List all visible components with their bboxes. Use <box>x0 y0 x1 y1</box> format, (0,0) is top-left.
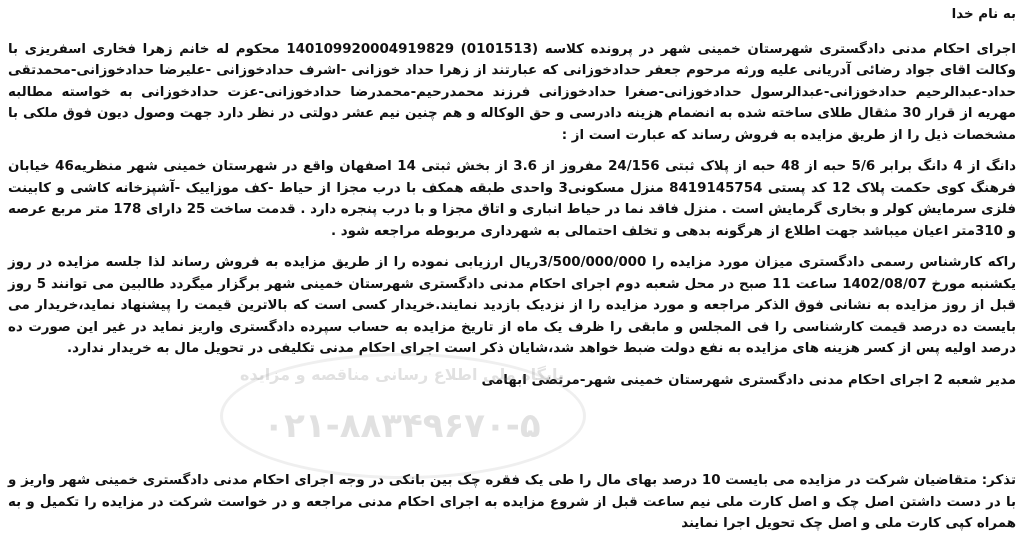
signature-line: مدیر شعبه 2 اجرای احکام مدنی دادگستری شهرستان خمینی شهر-مرتضی ابهامی <box>481 372 1016 388</box>
document-heading: به نام خدا <box>951 7 1016 22</box>
case-paragraph: اجرای احکام مدنی دادگستری شهرستان خمینی شهر در پرونده کلاسه (0101513) 140109920004919829 محکوم له خانم زهرا فخاری اسفریزی با وکالت اقای جواد رضائی آدریانی علیه ورثه مرحوم جعفر حدادخوزانی که عبارتند از زهرا حداد خوزانی -اشرف حدادخوزانی -علیرضا حدادخوزانی-محمدتقی حداد-عبدالرحیم حدادخوزانی-عبدالرسول حدادخوزانی-صغرا حدادخوزانی فرزند محمدرحیم-محمدرضا حدادخوزانی-عزت حدادخوزانی به خواسته مطالبه مهریه از قرار 30 مثقال طلای ساخته شده به انضمام هزینه دادرسی و حق الوکاله و هم چنین نیم عشر دولتی در نظر دارد جهت وصول دیون فوق ملکی با مشخصات ذیل را از طریق مزایده به فروش رساند که عبارت است از : <box>8 41 1016 143</box>
watermark-name: پایگاه ملی اطلاع رسانی مناقصه و مزایده <box>240 365 564 384</box>
auction-terms: راکه کارشناس رسمی دادگستری میزان مورد مزایده را 3/500/000/000ریال ارزیابی نموده را از طریق مزایده به فروش رساند لذا جلسه مزایده در روز یکشنبه مورخ 1402/08/07 ساعت 11 صبح در محل شعبه دوم اجرای احکام مدنی دادگستری شهرستان خمینی شهر برگزار میگردد طالبین می توانند 5 روز قبل از روز مزایده به نشانی فوق الذکر مراجعه و مورد مزایده را از نزدیک بازدید نمایند.خریدار کسی است که بالاترین قیمت را پیشنهاد نماید،خریدار می بایست ده درصد قیمت کارشناسی را فی المجلس و مابقی را ظرف یک ماه از تاریخ مزایده به حساب سپرده دادگستری واریز نماید در غیر این صورت ده درصد اولیه پس از کسر هزینه های مزایده به نفع دولت ضبط خواهد شد،شایان ذکر است اجرای احکام مدنی تکلیفی در تحویل مال به خریدار ندارد. <box>8 255 1016 356</box>
auction-notice <box>8 0 1016 552</box>
watermark-phone: ۰۲۱-۸۸۳۴۹۶۷۰-۵ <box>263 406 541 446</box>
note-paragraph: تذکر: متقاضیان شرکت در مزایده می بایست 10 درصد بهای مال را طی یک فقره چک بین بانکی در وجه اجرای احکام مدنی دادگستری خمینی شهر واریز و با در دست داشتن اصل چک و اصل کارت ملی نیم ساعت قبل از شروع مزایده به اجرای احکام مدنی مراجعه و در خواست شرکت در مزایده را تکمیل و به همراه کپی کارت ملی و اصل چک تحویل اجرا نمایند <box>8 473 1017 531</box>
property-description: دانگ از 4 دانگ برابر 5/6 حبه از 48 حبه از پلاک ثبتی 24/156 مفروز از 3.6 از بخش ثبتی 14 اصفهان واقع در شهرستان خمینی شهر منظریه46 خیابان فرهنگ کوی حکمت پلاک 12 کد پستی 8419145754 منزل مسکونی3 واحدی طبقه همکف با درب مجزا از حیاط -کف موزاییک -آشپزخانه کاشی و کابینت فلزی سرمایش کولر و بخاری گرمایش است . منزل فاقد نما در حیاط انباری و اتاق مجزا و با درب پنجره دارد . قدمت ساخت 25 دارای 178 متر مربع عرصه و 310متر اعیان میباشد جهت اطلاع از هرگونه بدهی و تخلف احتمالی به شهرداری مربوطه مراجعه شود . <box>8 159 1017 239</box>
